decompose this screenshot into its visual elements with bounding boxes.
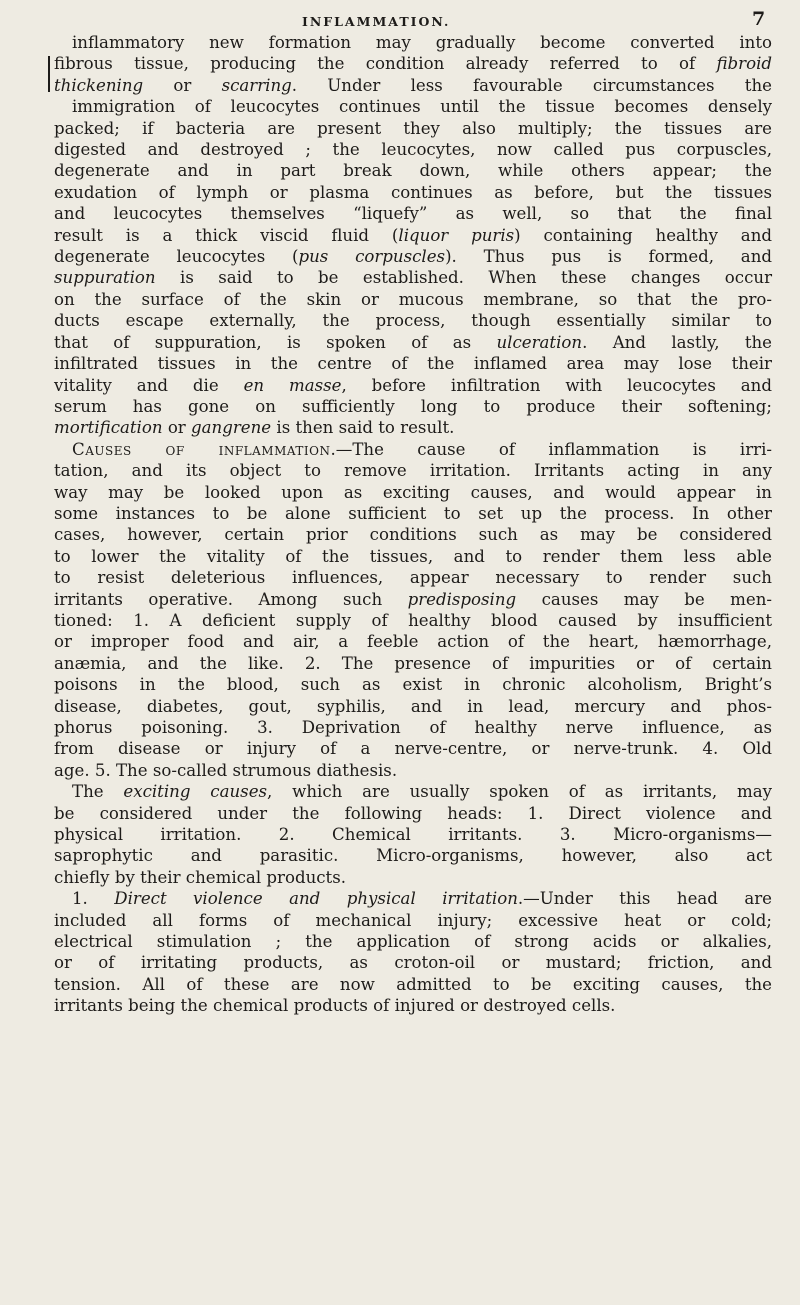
text-line [54, 674, 772, 695]
text-line [54, 310, 772, 331]
text-line [54, 375, 772, 396]
text-line [54, 396, 772, 417]
text-run: ). Thus pus is formed, and [445, 247, 773, 267]
text-line [54, 845, 772, 866]
body-text [54, 32, 772, 1017]
text-line [54, 353, 772, 374]
text-run: tation, and its object to remove irritation. Irritants acting in any [54, 461, 772, 481]
text-run: vitality and die [54, 375, 244, 395]
text-run: irritants being the chemical products of injured or destroyed cells. [54, 996, 616, 1016]
text-run: fibrous tissue, producing the condition already referred to of [54, 54, 717, 74]
text-line [54, 139, 772, 160]
text-line [54, 53, 772, 74]
text-line [54, 289, 772, 310]
italic-phrase: Direct violence and physical irritation [114, 889, 518, 909]
text-run: immigration of leucocytes continues until the tissue becomes densely [72, 97, 772, 117]
text-line [54, 738, 772, 759]
text-line [54, 824, 772, 845]
text-run: , which are usually spoken of as irritants, may [267, 782, 772, 802]
text-run: exudation of lymph or plasma continues as before, but the tissues [54, 182, 772, 202]
text-line [54, 524, 772, 545]
text-line [54, 267, 772, 288]
text-line [54, 225, 772, 246]
text-run: causes may be men- [516, 589, 772, 609]
text-run: electrical stimulation ; the application of strong acids or alkalies, [54, 932, 772, 952]
text-line [54, 503, 772, 524]
italic-phrase: gangrene [191, 418, 272, 438]
text-run: is then said to result. [271, 418, 455, 438]
text-run: ) containing healthy and [514, 225, 773, 245]
text-run: serum has gone on sufficiently long to produce their softening; [54, 396, 772, 416]
italic-phrase: liquor puris [398, 225, 515, 245]
italic-phrase: mortification [54, 418, 163, 438]
text-line [54, 32, 772, 53]
text-run: irritants operative. Among such [54, 589, 408, 609]
text-line [54, 118, 772, 139]
text-run: .—The cause of inflammation is irri- [330, 439, 772, 459]
text-run: on the surface of the skin or mucous membrane, so that the pro- [54, 289, 772, 309]
text-run: saprophytic and parasitic. Micro-organisms, however, also act [54, 846, 772, 866]
text-run: or improper food and air, a feeble action of the heart, hæmorrhage, [54, 632, 772, 652]
section-heading: Causes of inflammation [72, 439, 331, 459]
text-line [54, 803, 772, 824]
text-run: to lower the vitality of the tissues, and to render them less able [54, 546, 772, 566]
text-line [54, 931, 772, 952]
text-run: age. 5. The so-called strumous diathesis. [54, 760, 398, 780]
text-line [54, 96, 772, 117]
text-run: packed; if bacteria are present they also multiply; the tissues are [54, 118, 772, 138]
italic-phrase: suppuration [54, 268, 156, 288]
text-line [54, 417, 772, 438]
text-run: The [72, 782, 124, 802]
text-run: or of irritating products, as croton-oil or mustard; friction, and [54, 953, 772, 973]
text-run: .—Under this head are [517, 889, 772, 909]
text-run: phorus poisoning. 3. Deprivation of healthy nerve influence, as [54, 718, 772, 737]
text-line [54, 760, 772, 781]
text-run: 1. [72, 889, 115, 909]
page-number: 7 [752, 8, 766, 30]
text-run: or [143, 75, 222, 95]
text-run: tension. All of these are now admitted to be exciting causes, the [54, 974, 772, 994]
text-line [54, 631, 772, 652]
text-run: physical irritation. 2. Chemical irritants. 3. Micro-organisms— [54, 825, 772, 845]
text-line [54, 696, 772, 717]
text-run: poisons in the blood, such as exist in chronic alcoholism, Bright’s [54, 675, 772, 695]
italic-phrase: ulceration [496, 332, 583, 352]
text-line [54, 781, 772, 802]
italic-phrase: fibroid [716, 54, 772, 74]
text-line [54, 75, 772, 96]
text-line [54, 589, 772, 610]
text-run: way may be looked upon as exciting causes, and would appear in [54, 482, 772, 502]
text-line [54, 653, 772, 674]
text-run: included all forms of mechanical injury; excessive heat or cold; [54, 910, 772, 930]
text-run: is said to be established. When these changes occur [155, 268, 772, 288]
text-run: cases, however, certain prior conditions such as may be considered [54, 525, 772, 545]
text-line [54, 439, 772, 460]
text-run: be considered under the following heads: 1. Direct violence and [54, 803, 772, 823]
text-run: digested and destroyed ; the leucocytes, now called pus corpuscles, [54, 140, 772, 160]
italic-phrase: thickening [54, 75, 144, 95]
running-head [0, 8, 800, 32]
running-title: INFLAMMATION. [302, 14, 451, 29]
text-line [54, 182, 772, 203]
text-line [54, 888, 772, 909]
margin-bracket-mark [48, 56, 50, 92]
italic-phrase: pus corpuscles [298, 247, 446, 267]
italic-phrase: predisposing [407, 589, 517, 609]
text-run: inflammatory new formation may gradually become converted into [72, 33, 772, 52]
text-run: that of suppuration, is spoken of as [54, 332, 497, 352]
text-run: infiltrated tissues in the centre of the inflamed area may lose their [54, 354, 772, 374]
text-run: . And lastly, the [582, 332, 772, 352]
text-line [54, 460, 772, 481]
italic-phrase: exciting causes [123, 782, 268, 802]
text-run: from disease or injury of a nerve-centre, or nerve-trunk. 4. Old [54, 739, 772, 759]
text-run: some instances to be alone sufficient to set up the process. In other [54, 503, 772, 523]
italic-phrase: scarring [221, 75, 292, 95]
text-run: , before infiltration with leucocytes and [341, 375, 772, 395]
text-line [54, 610, 772, 631]
text-run: anæmia, and the like. 2. The presence of impurities or of certain [54, 653, 772, 673]
text-run: result is a thick viscid fluid ( [54, 225, 399, 245]
text-run: and leucocytes themselves “liquefy” as well, so that the final [54, 204, 772, 224]
text-line [54, 246, 772, 267]
text-run: chiefly by their chemical products. [54, 867, 347, 887]
text-run: degenerate and in part break down, while others appear; the [54, 161, 772, 181]
text-line [54, 567, 772, 588]
text-line [54, 160, 772, 181]
text-run: ducts escape externally, the process, though essentially similar to [54, 311, 772, 331]
text-line [54, 482, 772, 503]
text-run: disease, diabetes, gout, syphilis, and in lead, mercury and phos- [54, 696, 772, 716]
text-line [54, 332, 772, 353]
text-line [54, 952, 772, 973]
text-line [54, 910, 772, 931]
text-run: . Under less favourable circumstances the [291, 75, 772, 95]
text-run: tioned: 1. A deficient supply of healthy blood caused by insufficient [54, 610, 772, 630]
text-run: or [162, 418, 192, 438]
text-run: degenerate leucocytes ( [54, 247, 299, 267]
text-run: to resist deleterious influences, appear necessary to render such [54, 568, 772, 588]
text-line [54, 717, 772, 738]
text-line [54, 974, 772, 995]
text-line [54, 203, 772, 224]
text-line [54, 546, 772, 567]
italic-phrase: en masse [243, 375, 342, 395]
text-line [54, 995, 772, 1016]
text-line [54, 867, 772, 888]
